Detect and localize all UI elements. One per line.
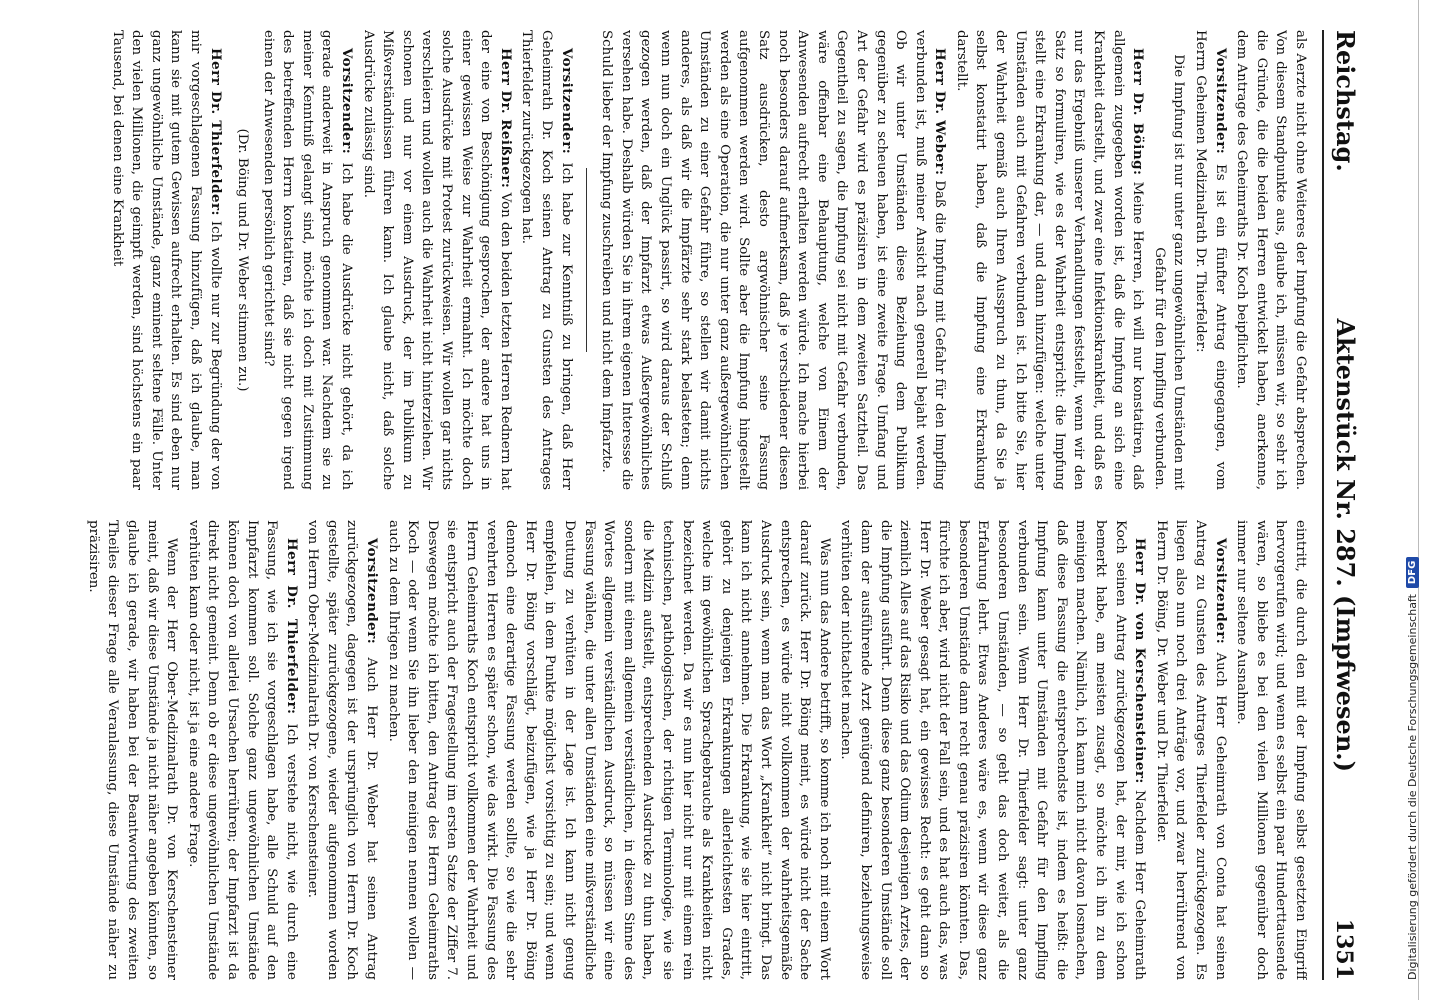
speaker-name: Vorsitzender: <box>364 538 381 645</box>
paragraph-text: Auch Herr Geheimrath von Conta hat seinen Antrag zu Gunsten des Antrages Thierfelder zurückgezogen. Es liegen also nun noch drei Anträge vor, und zwar herrührend von Herrn Dr. Böing, Dr. Weber und Dr. Thierfelder. <box>1153 520 1228 980</box>
dfg-logo: DFG <box>1406 557 1419 588</box>
paragraph-text: Ich habe zur Kenntniß zu bringen, daß Herr Geheimrath Dr. Koch seinen Antrag zu Gunsten des Antrages Thierfelder zurückgezogen hat. <box>519 30 574 490</box>
paragraph <box>383 520 834 980</box>
paragraph <box>358 30 515 490</box>
paragraph-text: eintritt, die durch den mit der Impfung selbst gesetzten Eingriff hervorgerufen wird; und wenn es selbst ein paar Hunderttausende wären, so bliebe es bei den vielen Millionen gegenüber doch immer nur seltene Ausnahme. <box>1234 520 1308 980</box>
speaker-name: Herr Dr. von Kerschensteiner: <box>1132 538 1149 784</box>
paragraph-text: Von den beiden letzten Herren Rednern hat der eine von Beschönigung gesprochen, der andere hat uns in einer gewissen Weise zur Wahrheit ermahnt. Ich möchte doch solche Ausdrücke mit Protest zurückweisen. Wir wollen gar nichts verschleiern und wollen auch die Wahrheit nicht hinterziehen. Wir schonen und nur vor einem Ausdruck, der im Publikum zu Mißverständnissen führen kann. Ich glaube nicht, daß solche Ausdrücke zulässig sind. <box>360 30 513 490</box>
paragraph <box>1149 30 1188 490</box>
section-rule <box>586 168 587 352</box>
digitization-text: Digitalisierung gefördert durch die Deutsche Forschungsgemeinschaft <box>1405 594 1419 980</box>
header-title: Aktenstück Nr. 287. (Impfwesen.) <box>1331 318 1360 772</box>
column-right <box>20 520 1310 980</box>
paragraph-text: Nachdem Herr Geheimrath Koch seinen Antrag zurückgezogen hat, der mir, wie ich schon bemerkt habe, am meisten zusagt, so möchte ich ihn zu dem meinigen machen. Nämlich, ich kann mich nicht davon losmachen, daß diese Fassung die entsprechendste ist, indem es heißt: die Impfung kann unter Umständen mit Gefahr für den Impfling verbunden sein. Wenn Herr Dr. Thierfelder sagt: unter ganz besonderen Umständen, — so geht das doch weiter, als die Erfahrung lehrt. Etwas Anderes wäre es, wenn wir diese ganz besonderen Umstände dann recht genau präzisiren könnten. Das, fürchte ich aber, wird nicht der Fall sein, und es hat auch das, was Herr Dr. Weber gesagt hat, ein gewisses Recht: es geht dann so ziemlich Alles auf das Risiko und das Odium desjenigen Arztes, der die Impfung ausführt. Denn diese ganz besonderen Umstände soll dann der ausführende Arzt genügend definiren, beziehungsweise verhüten oder nichtachtet machen. <box>838 520 1148 980</box>
speaker-name: Herr Dr. Thierfelder: <box>207 48 224 216</box>
paragraph <box>1190 30 1229 490</box>
paragraph <box>233 30 253 490</box>
paragraph <box>597 30 950 490</box>
paragraph <box>517 30 576 490</box>
text-columns <box>20 30 1310 980</box>
paragraph-text: Ich verstehe nicht, wie durch eine Fassung, wie ich sie vorgeschlagen habe, alle Schuld auf den Impfarzt kommen soll. Solche ganz ungewöhnlichen Umstände können doch von allerlei Ursachen herrühren; der Impfarzt ist da direkt nicht gemeint. Denn ob er diese ungewöhnlichen Umstände verhüten kann oder nicht, ist ja eine andere Frage. <box>185 520 299 980</box>
paragraph <box>951 30 1147 490</box>
paragraph-text: Ich habe die Ausdrücke nicht gehört, da ich gerade anderweit in Anspruch genommen war. Nachdem sie zu meiner Kenntniß gelangt sind, möchte ich doch mit Zustimmung des betreffenden Herrn konstatiren, daß sie nicht gegen irgend einen der Anwesenden persönlich gerichtet sind? <box>260 30 355 490</box>
paragraph <box>258 30 356 490</box>
paragraph-text: Auch Herr Dr. Weber hat seinen Antrag zurückgezogen, dagegen ist der ursprünglich von Herrn Dr. Koch gestellte, später zurückgezogene, wieder aufgenommen worden von Herrn Ober-Medizinalrath Dr. von Kerschensteiner. <box>305 520 380 980</box>
paragraph <box>83 520 181 980</box>
speaker-name: Herr Dr. Thierfelder: <box>283 538 300 715</box>
paragraph <box>836 520 1150 980</box>
header-left: Reichstag. <box>1331 30 1360 172</box>
speaker-name: Vorsitzender: <box>339 48 356 155</box>
paragraph-text: Wenn der Herr Ober-Medizinalrath Dr. von Kerschensteiner meint, daß wir diese Umstände ja nicht näher angeben könnten, so glaube ich gerade, wir haben bei der Beantwortung des zweiten Theiles dieser Frage alle Veranlassung, diese Umstände näher zu präzisiren. <box>85 520 180 980</box>
paragraph <box>1232 520 1310 980</box>
paragraph-text: Meine Herren, ich will nur konstatiren, daß allgemein zugegeben worden ist, daß die Impfung an sich eine Krankheit darstellt, und zwar eine Infektionskrankheit, und daß es nur das Ergebniß unserer Verhandlungen feststellt, wenn wir den Satz so formuliren, wie es der Wahrheit entspricht: die Impfung stellt eine Erkrankung dar, — und dann hinzufügen: welche unter Umständen auch mit Gefahren verbunden ist. Ich bitte Sie, hier der Wahrheit gemäß auch Ihren Ausspruch zu thun, da Sie ja selbst konstatirt haben, daß die Impfung eine Erkrankung darstellt. <box>953 30 1146 490</box>
paragraph-text: Die Impfung ist nur unter ganz ungewöhnlichen Umständen mit Gefahr für den Impfling verbunden. <box>1151 54 1187 490</box>
page-number: 1351 <box>1331 918 1357 980</box>
speaker-name: Herr Dr. Weber: <box>932 48 949 176</box>
paragraph <box>303 520 381 980</box>
paragraph-text: als Aerzte nicht ohne Weiteres der Impfung die Gefahr absprechen. Von diesem Standpunkte aus, glaube ich, müssen wir, so sehr ich die Gründe, die die beiden Herren entwickelt haben, anerkenne, dem Antrage des Geheimraths Dr. Koch beipflichten. <box>1234 30 1308 490</box>
paragraph <box>107 30 225 490</box>
paragraph-text: (Dr. Böing und Dr. Weber stimmen zu.) <box>235 128 251 392</box>
paragraph-text: Daß die Impfung mit Gefahr für den Impfling verbunden ist, muß meiner Ansicht nach generell bejaht werden. Ob wir unter Umständen diese Beziehung dem Publikum gegenüber zu scheuen haben, ist eine zweite Frage. Umfang und Art der Gefahr wird es präzisiren in dem zweiten Satztheil. Das Gegentheil zu sagen, die Impfung sei nicht mit Gefahr verbunden, wäre offenbar eine Behauptung, welche von Einem der Anwesenden aufrecht erhalten werden würde. Ich mache hierbei noch besonders darauf aufmerksam, daß je verschiedener diesen Satz ausdrücken, desto argwöhnischer seine Fassung aufgenommen werden wird. Sollte aber die Impfung hingestellt werden als eine Operation, die nur unter ganz außergewöhnlichen Umständen zu einer Gefahr führe, so stellen wir damit nichts anderes, als daß wir die Impfärzte sehr stark belasteten; denn wenn nun doch ein Unglück passirt, so wird daraus der Schluß gezogen werden, daß der Impfarzt etwas Außergewöhnliches versehen habe. Deshalb würden Sie in ihrem eigenen Interesse die Schuld lieber der Impfung zuschreiben und nicht dem Impfarzte. <box>599 30 948 490</box>
speaker-name: Vorsitzender: <box>1212 538 1229 645</box>
speaker-name: Vorsitzender: <box>558 48 575 155</box>
paragraph <box>1232 30 1310 490</box>
paragraph <box>183 520 301 980</box>
speaker-name: Vorsitzender: <box>1212 48 1229 155</box>
paragraph-text: Was nun das Andere betrifft, so komme ich noch mit einem Wort darauf zurück. Herr Dr. Böing meint, es würde nicht der Sache entsprechen, es würde nicht vollkommen der wahrheitsgemäße Ausdruck sein, wenn man das Wort „Krankheit“ nicht bringt. Das kann ich nicht annehmen. Die Erkrankung, wie sie hier eintritt, gehört zu denjenigen Erkrankungen allerleichtesten Grades, welche im gewöhnlichen Sprachgebrauche als Krankheiten nicht bezeichnet werden. Da wir es nun hier nicht nur mit einem rein technischen, pathologischen, der richtigen Terminologie, wie sie die Medizin aufstellt, entsprechenden Ausdrucke zu thun haben, sondern mit einem allgemein verständlichen, in diesem Sinne des Wortes allgemein verständlichen Ausdruck, so müssen wir eine Fassung wählen, die unter allen Umständen eine mißverständliche Deutung zu verhüten in der Lage ist. Ich kann nicht genug empfehlen, in dem Punkte möglichst vorsichtig zu sein; und wenn Herr Dr. Böing vorschlägt, beizufügen, wie ja Herr Dr. Böing dennoch eine derartige Fassung werden sollte, so wie die sehr verehrten Herren es später schon, wie das wirkt. Die Fassung des Herrn Geheimraths Koch entspricht vollkommen der Wahrheit und sie entspricht auch der Fragestellung im ersten Satze der Ziffer 7. Deswegen möchte ich bitten, den Antrag des Herrn Geheimraths Koch — oder wenn Sie ihn lieber den meinigen nennen wollen — auch zu dem Ihrigen zu machen. <box>385 520 832 980</box>
speaker-name: Herr Dr. Reißner: <box>497 48 514 189</box>
column-left <box>20 30 1310 490</box>
paragraph-text: Es ist ein fünfter Antrag eingegangen, vom Herrn Geheimen Medizinalrath Dr. Thierfelder: <box>1193 30 1228 490</box>
page-header <box>1322 30 1360 980</box>
speaker-name: Herr Dr. Böing: <box>1130 48 1147 176</box>
paragraph-text: Ich wollte nur zur Begründung der von mir vorgeschlagenen Fassung hinzufügen, daß ich glaube, man kann sie mit gutem Gewissen aufrecht erhalten. Es sind eben nur ganz ungewöhnliche Umstände, ganz eminent seltene Fälle. Unter den vielen Millionen, die geimpft werden, sind höchstens ein paar Tausend, bei denen eine Krankheit <box>109 30 223 490</box>
digitization-note <box>1400 20 1424 1000</box>
paragraph <box>1151 520 1229 980</box>
